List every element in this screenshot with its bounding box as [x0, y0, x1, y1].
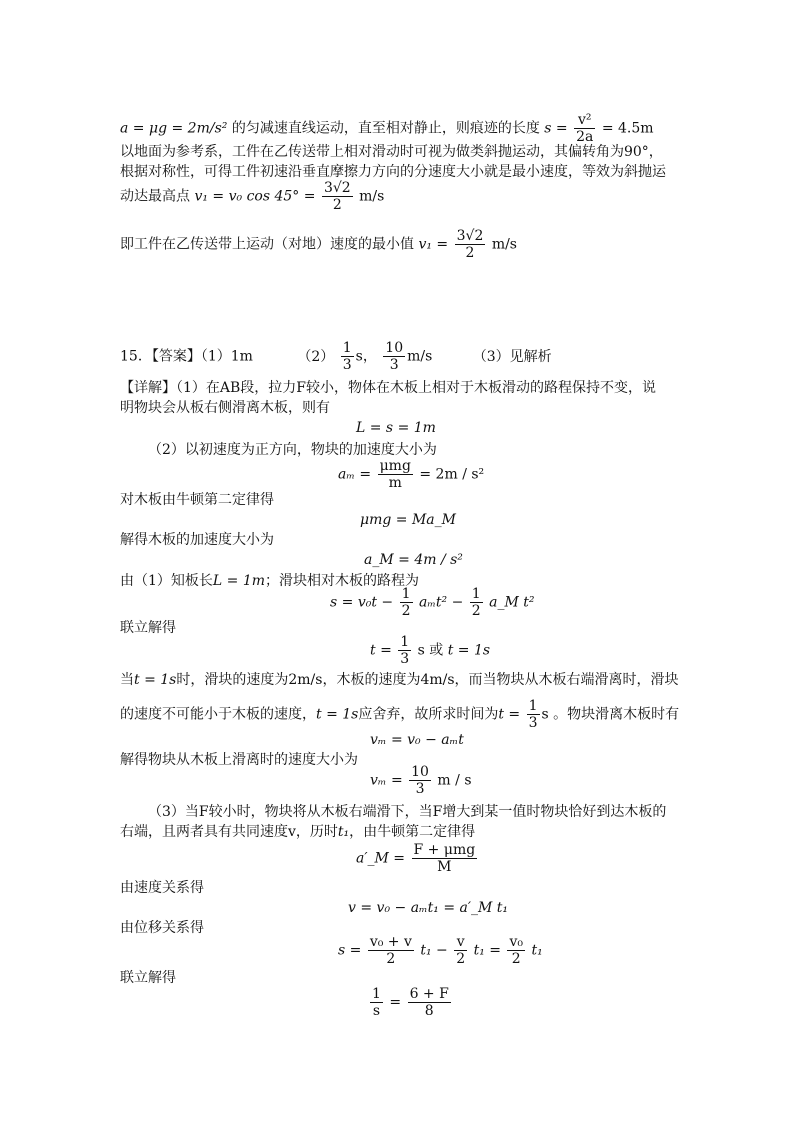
detail-line-10: 解得物块从木板上滑离时的速度大小为	[120, 752, 358, 768]
solution-line-1: a = μg = 2m/s² 的匀减速直线运动，直至相对静止，则痕迹的长度 s = $\frac{\text{v²}}{2a}$ = 4.5m	[120, 112, 654, 145]
answer-part-1: 15．【答案】（1）1m	[120, 348, 253, 365]
detail-line-8: 当t = 1s时，滑块的速度为2m/s，木板的速度为4m/s，而当物块从木板右端滑离时，滑块	[120, 672, 679, 688]
formula-v1-min: v₁ =	[418, 236, 449, 253]
answer-part-3: （3）见解析	[472, 348, 552, 365]
detail-line-11: （3）当F较小时，物块将从木板右端滑下，当F增大到某一值时物块恰好到达木板的	[148, 804, 667, 820]
formula-acceleration: a = μg = 2m/s²	[120, 120, 228, 137]
fraction: $\frac{10}{3}$	[385, 340, 404, 373]
fraction: $\frac{1}{3}$	[342, 340, 352, 373]
equation-displacement: s = $\frac{\text{v₀ + v}}{2}$ t₁ − $\frac{v}{2}$ t₁ = $\frac{\text{v₀}}{2}$ t₁	[338, 934, 543, 967]
detail-line-2: 明物块会从板右侧滑离木板，则有	[120, 400, 330, 416]
equation-L: L = s = 1m	[356, 420, 436, 436]
equation-newton: μmg = Ma_M	[360, 512, 456, 528]
equation-path: s = v₀t − $\frac{1}{2}$ aₘt² − $\frac{1}{2}$ a_M t²	[330, 586, 535, 619]
equation-am: aₘ = $\frac{\text{μmg}}{m}$ = 2m / s²	[338, 458, 485, 491]
detail-line-15: 联立解得	[120, 970, 176, 986]
equation-t: t = $\frac{1}{3}$ s 或 t = 1s	[370, 634, 491, 667]
answer-line: 15．【答案】（1）1m （2） $\frac{1}{3}$ s， $\frac{10}{3}$ m/s （3）见解析	[120, 340, 552, 373]
detail-line-13: 由速度关系得	[120, 880, 204, 896]
solution-line-4: 动达最高点 v₁ = v₀ cos 45° = $\frac{3√2}{2}$ m/s	[120, 180, 385, 213]
fraction: $\frac{\text{v²}}{2a}$	[576, 112, 594, 145]
detail-line-1: 【详解】（1）在AB段，拉力F较小，物体在木板上相对于木板滑动的路程保持不变，说	[120, 380, 657, 396]
answer-part-2: （2）	[297, 348, 335, 365]
formula-v1: v₁ = v₀ cos 45° =	[194, 188, 316, 205]
detail-line-9: 的速度不可能小于木板的速度，t = 1s应舍弃，故所求时间为t = $\frac{1}{3}$ s 。物块滑离木板时有	[120, 698, 680, 731]
detail-line-4: 对木板由牛顿第二定律得	[120, 492, 274, 508]
detail-line-7: 联立解得	[120, 620, 176, 636]
equation-aM: a_M = 4m / s²	[364, 552, 463, 568]
detail-line-3: （2）以初速度为正方向，物块的加速度大小为	[148, 442, 437, 458]
detail-line-5: 解得木板的加速度大小为	[120, 532, 274, 548]
solution-line-5: 即工件在乙传送带上运动（对地）速度的最小值 v₁ = $\frac{3√2}{2}$ m/s	[120, 228, 517, 261]
equation-vm-value: vₘ = $\frac{10}{3}$ m / s	[370, 764, 472, 797]
solution-line-2: 以地面为参考系，工件在乙传送带上相对滑动时可视为做类斜抛运动，其偏转角为90°，	[120, 144, 663, 160]
solution-line-3: 根据对称性，可得工件初速沿垂直摩擦力方向的分速度大小就是最小速度，等效为斜抛运	[120, 164, 666, 180]
fraction: $\frac{3√2}{2}$	[456, 228, 484, 261]
equation-aM-prime: a′_M = $\frac{\text{F + μmg}}{M}$	[356, 842, 476, 875]
fraction: $\frac{3√2}{2}$	[323, 180, 351, 213]
equation-vm: vₘ = v₀ − aₘt	[370, 732, 464, 748]
detail-line-12: 右端，且两者具有共同速度v，历时t₁，由牛顿第二定律得	[120, 824, 476, 840]
equation-velocity: v = v₀ − aₘt₁ = a′_M t₁	[348, 900, 509, 916]
text: 的匀减速直线运动，直至相对静止，则痕迹的长度	[231, 120, 540, 137]
equation-result: $\frac{1}{s}$ = $\frac{6 + F}{8}$	[372, 986, 449, 1019]
detail-line-6: 由（1）知板长L = 1m；滑块相对木板的路程为	[120, 573, 420, 589]
formula-trace-length: s =	[544, 120, 568, 137]
detail-line-14: 由位移关系得	[120, 920, 204, 936]
